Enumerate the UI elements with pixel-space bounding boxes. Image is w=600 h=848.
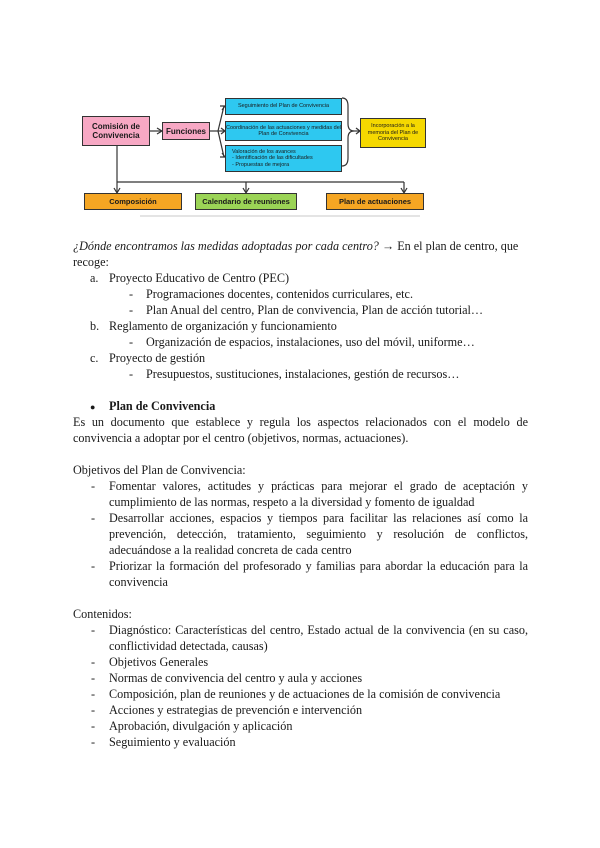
func-seguimiento-box: Seguimiento del Plan de Convivencia [225,98,342,115]
composicion-box: Composición [84,193,182,210]
objetivos-title: Objetivos del Plan de Convivencia: [73,463,246,477]
objetivo-1-line2: cumplimiento de las normas, respeto a la diversidad y fomento de igualdad [109,495,475,509]
contenido-7: Seguimiento y evaluación [109,735,236,749]
dash: - [91,511,96,525]
dash: - [91,479,96,493]
incorporacion-box: Incorporación a la memoria del Plan de Convivencia [360,118,426,148]
intro-arrow: → [381,239,395,253]
objetivo-3-line1: Priorizar la formación del profesorado y familias para abordar la educación para la [109,559,528,573]
contenido-5: Acciones y estrategias de prevención e intervención [109,703,363,717]
plan-actuaciones-box: Plan de actuaciones [326,193,424,210]
list-marker-c: c. [90,351,99,365]
plan-desc-line2: convivencia a adoptar por el centro (objetivos, normas, actuaciones). [73,431,409,445]
plan-desc-line1: Es un documento que establece y regula los aspectos relacionados con el modelo de [73,415,528,429]
intro-answer2: recoge: [73,255,109,269]
func-coordinacion-box: Coordinación de las actuaciones y medidas del Plan de Convivencia [225,121,342,141]
list-item-a: Proyecto Educativo de Centro (PEC) [109,271,290,285]
objetivo-2-line1: Desarrollar acciones, espacios y tiempos para facilitar las relaciones así como la [109,511,528,525]
calendario-box: Calendario de reuniones [195,193,297,210]
dash: - [129,367,134,381]
comision-box: Comisión de Convivencia [82,116,150,146]
dash: - [91,719,96,733]
list-sub-b1: Organización de espacios, instalaciones, uso del móvil, uniforme… [146,335,475,349]
intro-answer1: En el plan de centro, que [394,239,519,253]
list-sub-c1: Presupuestos, sustituciones, instalaciones, gestión de recursos… [146,367,460,381]
dash: - [91,703,96,717]
func3-line2: - Identificación de las dificultades [232,155,313,162]
contenido-3: Normas de convivencia del centro y aula y acciones [109,671,363,685]
list-sub-a2: Plan Anual del centro, Plan de convivencia, Plan de acción tutorial… [146,303,484,317]
objetivo-3-line2: convivencia [109,575,168,589]
dash: - [91,623,96,637]
dash: - [91,735,96,749]
dash: - [91,655,96,669]
plan-heading: Plan de Convivencia [109,399,216,413]
contenidos-title: Contenidos: [73,607,132,621]
contenido-6: Aprobación, divulgación y aplicación [109,719,293,733]
objetivo-2-line2: prevención, detección, tratamiento, seguimiento y resolución de conflictos, [109,527,528,541]
func3-line1: Valoración de los avances [232,148,296,155]
funciones-box: Funciones [162,122,210,140]
list-sub-a1: Programaciones docentes, contenidos curriculares, etc. [146,287,414,301]
objetivo-1-line1: Fomentar valores, actitudes y prácticas para mejorar el grado de aceptación y [109,479,528,493]
dash: - [91,559,96,573]
list-marker-a: a. [90,271,99,285]
list-item-b: Reglamento de organización y funcionamiento [109,319,337,333]
dash: - [129,287,134,301]
bullet-icon: ● [90,402,96,412]
contenido-1-line1: Diagnóstico: Características del centro, Estado actual de la convivencia (en su caso, [109,623,528,637]
bracket [342,98,354,166]
dash: - [91,687,96,701]
list-marker-b: b. [90,319,100,333]
list-item-c: Proyecto de gestión [109,351,206,365]
dash: - [129,335,134,349]
intro-question: ¿Dónde encontramos las medidas adoptadas por cada centro? [73,239,379,253]
contenido-1-line2: conflictividad detectada, causas) [109,639,268,653]
func-valoracion-box [225,145,342,172]
func3-line3: - Propuestas de mejora [232,161,290,168]
dash: - [129,303,134,317]
intro-line1 [73,238,518,254]
contenido-4: Composición, plan de reuniones y de actuaciones de la comisión de convivencia [109,687,501,701]
objetivo-2-line3: adecuándose a la realidad concreta de cada centro [109,543,352,557]
contenido-2: Objetivos Generales [109,655,209,669]
dash: - [91,671,96,685]
